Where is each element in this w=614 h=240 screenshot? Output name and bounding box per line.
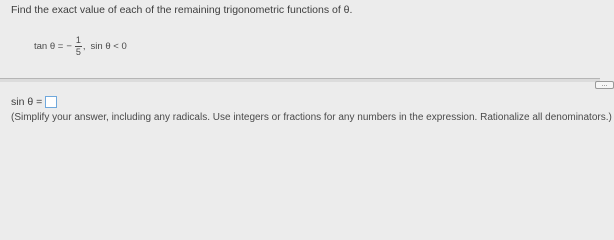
given-fraction <box>75 36 82 57</box>
answer-input[interactable] <box>45 96 57 108</box>
answer-instructions: (Simplify your answer, including any radicals. Use integers or fractions for any numbers in the expression. Rationalize all denominators.) <box>11 112 612 123</box>
given-comma: , <box>82 40 86 52</box>
answer-label: sin θ = <box>11 96 43 108</box>
more-options-button[interactable]: ... <box>595 81 614 89</box>
given-lhs: tan θ = <box>34 40 64 52</box>
given-condition <box>34 32 127 60</box>
given-sign-condition: sin θ < 0 <box>90 40 127 52</box>
question-prompt: Find the exact value of each of the remaining trigonometric functions of θ. <box>11 4 353 16</box>
fraction-numerator: 1 <box>75 34 81 45</box>
fraction-denominator: 5 <box>75 46 81 57</box>
answer-row <box>11 96 57 108</box>
given-sign: − <box>66 40 72 52</box>
section-divider-band <box>0 79 600 82</box>
